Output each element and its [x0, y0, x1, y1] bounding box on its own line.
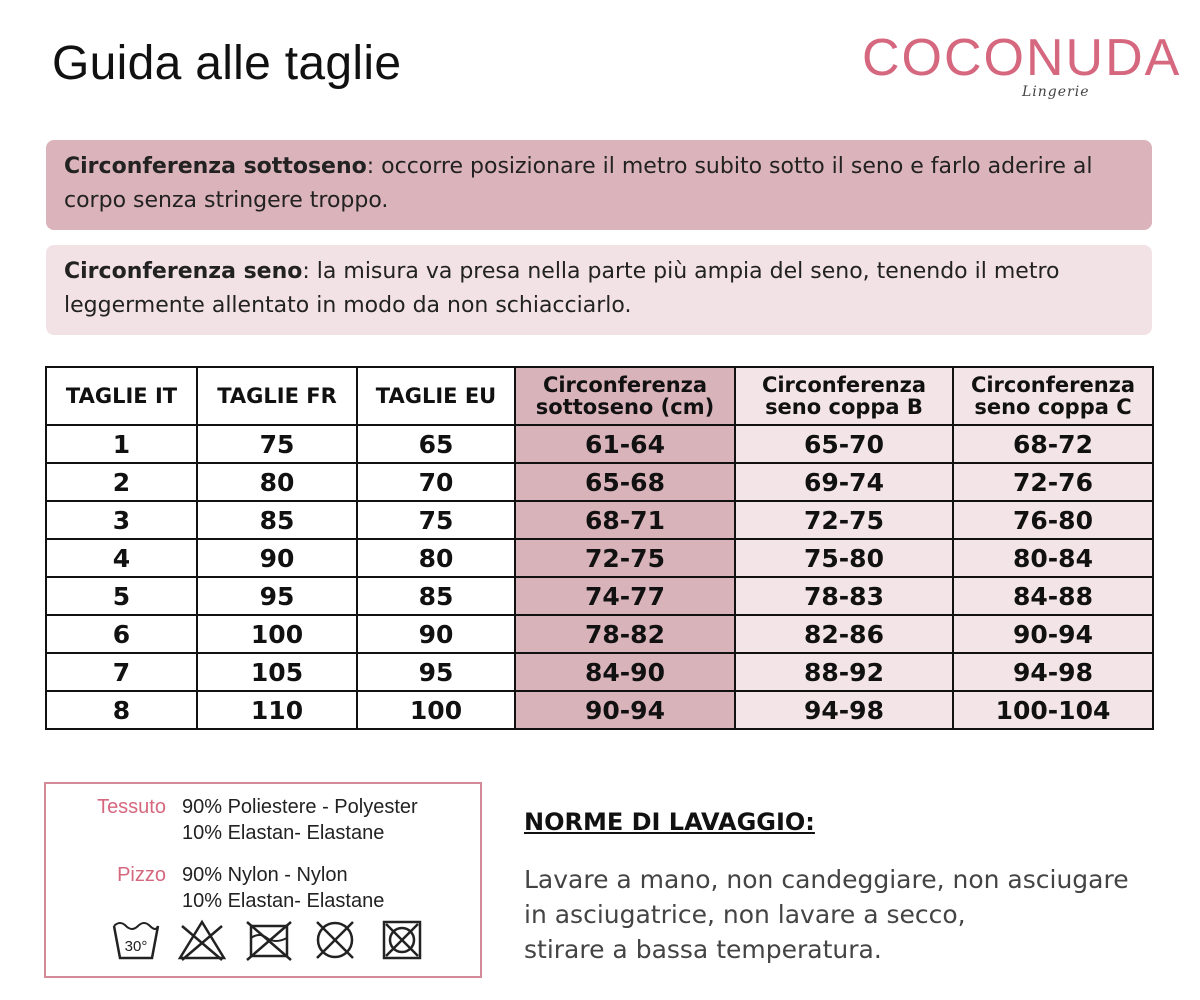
cup-b-range-cell: 94-98 — [735, 691, 953, 729]
wash-temp: 30° — [124, 938, 148, 955]
size-fr-cell: 80 — [197, 463, 357, 501]
info-bust-term: Circonferenza seno — [64, 259, 303, 284]
table-header-row — [46, 367, 1153, 425]
underbust-range-cell: 90-94 — [515, 691, 735, 729]
cup-c-range-cell: 76-80 — [953, 501, 1153, 539]
cup-b-range-cell: 65-70 — [735, 425, 953, 463]
size-it-cell: 7 — [46, 653, 197, 691]
no-dry-clean-icon — [309, 918, 361, 962]
fabric-line-1: 90% Poliestere - Polyester — [182, 796, 418, 818]
cup-c-range-cell: 72-76 — [953, 463, 1153, 501]
size-fr-cell: 105 — [197, 653, 357, 691]
header-it: TAGLIE IT — [46, 367, 197, 425]
table-row — [46, 539, 1153, 577]
size-eu-cell: 75 — [357, 501, 515, 539]
table-row — [46, 501, 1153, 539]
brand-logo — [862, 28, 1182, 118]
size-fr-cell: 100 — [197, 615, 357, 653]
info-bust — [46, 245, 1152, 335]
size-eu-cell: 100 — [357, 691, 515, 729]
cup-b-range-cell: 82-86 — [735, 615, 953, 653]
size-eu-cell: 65 — [357, 425, 515, 463]
header-fr: TAGLIE FR — [197, 367, 357, 425]
cup-b-range-cell: 75-80 — [735, 539, 953, 577]
table-row — [46, 691, 1153, 729]
cup-b-range-cell: 69-74 — [735, 463, 953, 501]
washing-instructions — [524, 862, 1174, 967]
no-bleach-icon — [176, 918, 228, 962]
size-it-cell: 8 — [46, 691, 197, 729]
lace-line-2: 10% Elastan- Elastane — [182, 890, 385, 912]
underbust-range-cell: 84-90 — [515, 653, 735, 691]
info-underbust-term: Circonferenza sottoseno — [64, 154, 367, 179]
info-underbust-text: : occorre posizionare il metro subito sotto il seno e farlo aderire al corpo senza stringere troppo. — [64, 154, 1093, 213]
info-bust-text: : la misura va presa nella parte più ampia del seno, tenendo il metro leggermente allentato in modo da non schiacciarlo. — [64, 259, 1060, 318]
size-eu-cell: 85 — [357, 577, 515, 615]
fabric-label: Tessuto — [97, 796, 166, 818]
cup-c-range-cell: 94-98 — [953, 653, 1153, 691]
size-fr-cell: 85 — [197, 501, 357, 539]
no-tumble-dry-icon — [243, 918, 295, 962]
table-row — [46, 615, 1153, 653]
table-row — [46, 425, 1153, 463]
care-icons — [110, 918, 438, 966]
no-tumble-dry-square-icon — [376, 918, 428, 962]
info-underbust — [46, 140, 1152, 230]
cup-c-range-cell: 80-84 — [953, 539, 1153, 577]
size-it-cell: 3 — [46, 501, 197, 539]
washing-title: NORME DI LAVAGGIO: — [524, 808, 815, 836]
size-eu-cell: 90 — [357, 615, 515, 653]
cup-b-range-cell: 88-92 — [735, 653, 953, 691]
size-fr-cell: 110 — [197, 691, 357, 729]
fabric-line-2: 10% Elastan- Elastane — [182, 822, 385, 844]
cup-c-range-cell: 68-72 — [953, 425, 1153, 463]
size-eu-cell: 80 — [357, 539, 515, 577]
size-fr-cell: 95 — [197, 577, 357, 615]
underbust-range-cell: 68-71 — [515, 501, 735, 539]
underbust-range-cell: 72-75 — [515, 539, 735, 577]
header-eu: TAGLIE EU — [357, 367, 515, 425]
size-it-cell: 2 — [46, 463, 197, 501]
logo-subtitle: Lingerie — [1022, 84, 1090, 100]
logo-wordmark: COCONUDA — [862, 29, 1182, 87]
underbust-range-cell: 74-77 — [515, 577, 735, 615]
size-eu-cell: 70 — [357, 463, 515, 501]
size-it-cell: 5 — [46, 577, 197, 615]
underbust-range-cell: 61-64 — [515, 425, 735, 463]
size-it-cell: 1 — [46, 425, 197, 463]
table-row — [46, 653, 1153, 691]
washing-line-1: Lavare a mano, non candeggiare, non asciugare — [524, 865, 1129, 894]
washing-line-3: stirare a bassa temperatura. — [524, 935, 882, 964]
size-it-cell: 6 — [46, 615, 197, 653]
lace-line-1: 90% Nylon - Nylon — [182, 864, 348, 886]
cup-c-range-cell: 90-94 — [953, 615, 1153, 653]
washing-line-2: in asciugatrice, non lavare a secco, — [524, 900, 966, 929]
cup-c-range-cell: 84-88 — [953, 577, 1153, 615]
wash-30-icon — [110, 918, 162, 962]
underbust-range-cell: 78-82 — [515, 615, 735, 653]
header-cup-c: Circonferenza seno coppa C — [953, 367, 1153, 425]
table-row — [46, 577, 1153, 615]
size-eu-cell: 95 — [357, 653, 515, 691]
table-row — [46, 463, 1153, 501]
page-title: Guida alle taglie — [52, 37, 402, 90]
size-fr-cell: 90 — [197, 539, 357, 577]
cup-c-range-cell: 100-104 — [953, 691, 1153, 729]
header-underbust: Circonferenza sottoseno (cm) — [515, 367, 735, 425]
lace-label: Pizzo — [117, 864, 166, 886]
size-table — [45, 366, 1154, 730]
size-fr-cell: 75 — [197, 425, 357, 463]
underbust-range-cell: 65-68 — [515, 463, 735, 501]
cup-b-range-cell: 78-83 — [735, 577, 953, 615]
header-cup-b: Circonferenza seno coppa B — [735, 367, 953, 425]
cup-b-range-cell: 72-75 — [735, 501, 953, 539]
composition-label — [44, 782, 482, 978]
size-it-cell: 4 — [46, 539, 197, 577]
